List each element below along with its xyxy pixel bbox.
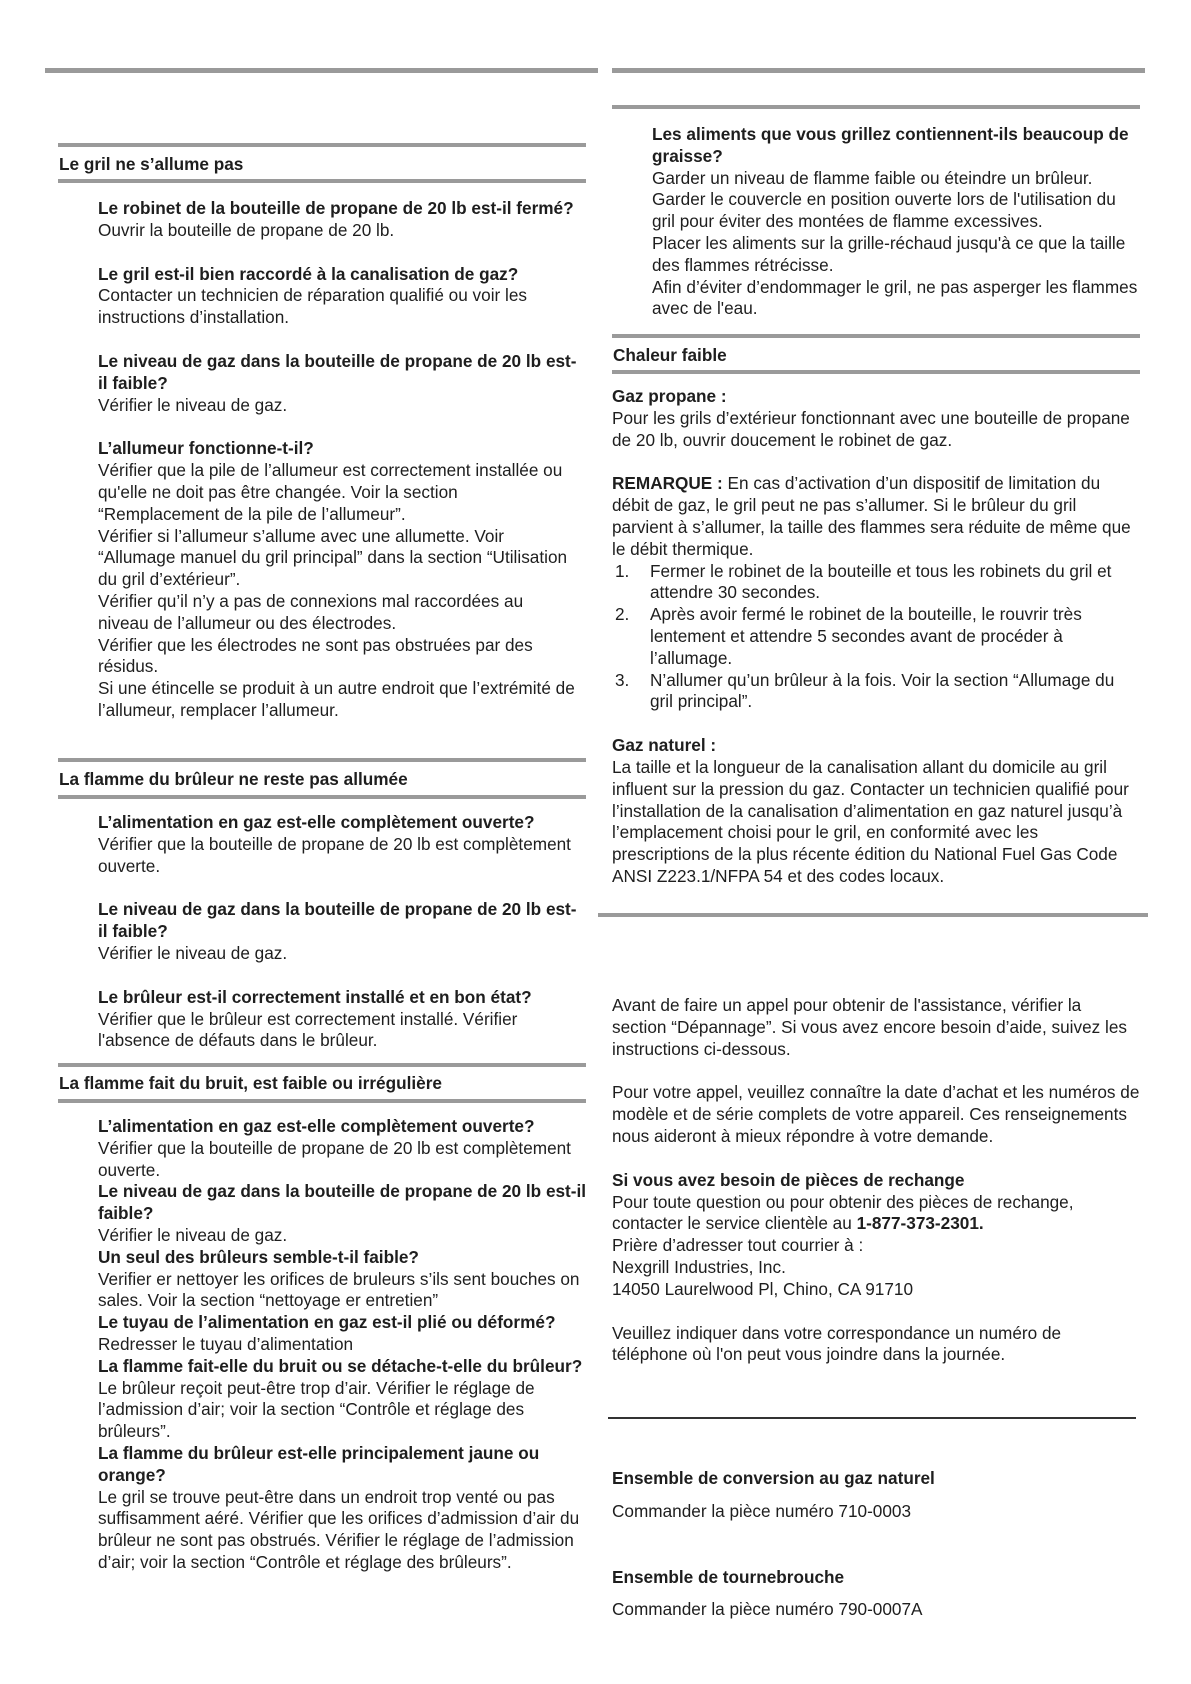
answer: Garder un niveau de flamme faible ou éteindre un brûleur. — [652, 167, 1093, 188]
section-title-flame-out: La flamme du brûleur ne reste pas allumée — [59, 769, 408, 789]
answer: Vérifier que la bouteille de propane de 20 lb est complètement ouverte. — [98, 1137, 571, 1180]
section-rule — [58, 1063, 586, 1067]
top-rule-left — [45, 68, 598, 73]
parts-title: Si vous avez besoin de pièces de rechange — [612, 1169, 965, 1190]
section-rule — [58, 758, 586, 762]
troubleshoot-block-no-ignition — [98, 198, 578, 722]
section-rule — [612, 105, 1140, 109]
question: La flamme du brûleur est-elle principalement jaune ou orange? — [98, 1442, 540, 1485]
question: L’alimentation en gaz est-elle complètement ouverte? — [98, 1116, 535, 1136]
question: Le gril est-il bien raccordé à la canalisation de gaz? — [98, 263, 519, 284]
question: Le tuyau de l’alimentation en gaz est-il plié ou déformé? — [98, 1312, 556, 1333]
answer: Verifier er nettoyer les orifices de bruleurs s’ils sent bouches on sales. Voir la section “nettoyage er entretien” — [98, 1268, 580, 1311]
kit-part-number: Commander la pièce numéro 710-0003 — [612, 1500, 912, 1521]
answer: Placer les aliments sur la grille-réchaud jusqu'à ce que la taille des flammes rétrécisse. — [652, 232, 1126, 275]
assist-paragraph: Avant de faire un appel pour obtenir de l'assistance, vérifier la section “Dépannage”. Si vous avez encore besoin d’aide, suivez les instructions ci-dessous. — [612, 995, 1127, 1059]
step-number: 3. — [615, 669, 630, 690]
answer: Vérifier le niveau de gaz. — [98, 394, 288, 415]
question: Un seul des brûleurs semble-t-il faible? — [98, 1246, 419, 1267]
note-label: REMARQUE : — [612, 473, 723, 494]
company-name: Nexgrill Industries, Inc. — [612, 1256, 786, 1277]
section-title-noisy-flame: La flamme fait du bruit, est faible ou irrégulière — [59, 1073, 442, 1093]
question: Le robinet de la bouteille de propane de 20 lb est-il fermé? — [98, 198, 574, 218]
section-title-low-heat: Chaleur faible — [613, 345, 727, 365]
troubleshoot-block-flame-out — [98, 812, 578, 1052]
steps-list — [612, 561, 1132, 714]
section-rule — [58, 143, 586, 147]
answer: Vérifier que les électrodes ne sont pas obstruées par des résidus. — [98, 634, 533, 677]
parts-paragraph — [612, 1192, 1140, 1236]
answer: Contacter un technicien de réparation qualifié ou voir les instructions d’installation. — [98, 285, 527, 328]
section-rule — [608, 1417, 1136, 1419]
section-rule — [58, 795, 586, 799]
section-rule — [612, 334, 1140, 338]
answer: Redresser le tuyau d’alimentation — [98, 1333, 354, 1354]
section-rule — [58, 1099, 586, 1103]
answer: Si une étincelle se produit à un autre endroit que l’extrémité de l’allumeur, remplacer l’allumeur. — [98, 678, 575, 720]
answer: Le brûleur reçoit peut-être trop d’air. Vérifier le réglage de l’admission d’air; voir la section “Contrôle et réglage des brûleurs”. — [98, 1377, 535, 1442]
list-item — [612, 561, 1132, 605]
company-address: 14050 Laurelwood Pl, Chino, CA 91710 — [612, 1278, 913, 1299]
note-text: En cas d’activation d’un dispositif de limitation du débit de gaz, le gril peut ne pas s’allumer. Si le brûleur du gril parvient à s’allumer, la taille des flammes sera réduite de même que le débit thermique. — [612, 473, 1131, 559]
step-number: 2. — [615, 604, 630, 625]
section-rule — [58, 179, 586, 183]
assistance-content — [612, 995, 1140, 1366]
question: La flamme fait-elle du bruit ou se détache-t-elle du brûleur? — [98, 1355, 583, 1376]
kit-part-number: Commander la pièce numéro 790-0007A — [612, 1599, 923, 1620]
answer: Garder le couvercle en position ouverte lors de l'utilisation du gril pour éviter des montées de flamme excessives. — [652, 189, 1116, 232]
list-item — [612, 604, 1132, 669]
question: L’allumeur fonctionne-t-il? — [98, 438, 314, 459]
troubleshoot-block-grease — [652, 124, 1140, 320]
natural-gas-text: La taille et la longueur de la canalisation allant du domicile au gril influent sur la pression du gaz. Contacter un technicien qualifié pour l’installation de la canalisation d’alimentation en gaz naturel jusqu’à l’emplacement choisi pour le gril, en conformité avec les prescriptions de la plus récente édition du National Fuel Gas Code ANSI Z223.1/NFPA 54 et des codes locaux. — [612, 756, 1129, 886]
natural-gas-label: Gaz naturel : — [612, 735, 717, 756]
mail-intro: Prière d’adresser tout courrier à : — [612, 1235, 864, 1256]
answer: Vérifier si l’allumeur s’allume avec une allumette. Voir “Allumage manuel du gril principal” dans la section “Utilisation du gril d’extérieur”. — [98, 525, 568, 590]
parts-text: Pour toute question ou pour obtenir des pièces de rechange, contacter le service clientèle au — [612, 1191, 1074, 1234]
question: Le niveau de gaz dans la bouteille de propane de 20 lb est-il faible? — [98, 350, 577, 393]
step-text: Fermer le robinet de la bouteille et tous les robinets du gril et attendre 30 secondes. — [650, 560, 1112, 603]
step-text: N’allumer qu’un brûleur à la fois. Voir la section “Allumage du gril principal”. — [650, 669, 1115, 712]
low-heat-content — [612, 386, 1132, 888]
answer: Vérifier le niveau de gaz. — [98, 1224, 288, 1245]
question: Le niveau de gaz dans la bouteille de propane de 20 lb est-il faible? — [98, 899, 577, 942]
answer: Vérifier le niveau de gaz. — [98, 942, 288, 963]
accessories-content — [612, 1468, 1140, 1621]
answer: Vérifier que la bouteille de propane de 20 lb est complètement ouverte. — [98, 833, 571, 876]
question: Le niveau de gaz dans la bouteille de propane de 20 lb est-il faible? — [98, 1181, 587, 1224]
answer: Afin d’éviter d’endommager le gril, ne pas asperger les flammes avec de l'eau. — [652, 276, 1138, 319]
question: L’alimentation en gaz est-elle complètement ouverte? — [98, 812, 535, 832]
question: Le brûleur est-il correctement installé et en bon état? — [98, 986, 532, 1007]
kit-title: Ensemble de conversion au gaz naturel — [612, 1468, 935, 1488]
step-text: Après avoir fermé le robinet de la bouteille, le rouvrir très lentement et attendre 5 secondes avant de procéder à l’allumage. — [650, 604, 1082, 668]
assist-paragraph: Pour votre appel, veuillez connaître la date d’achat et les numéros de modèle et de série complets de votre appareil. Ces renseignements nous aideront à mieux répondre à votre demande. — [612, 1082, 1140, 1146]
step-number: 1. — [615, 560, 630, 581]
assist-paragraph: Veuillez indiquer dans votre correspondance un numéro de téléphone où l'on peut vous joindre dans la journée. — [612, 1322, 1062, 1365]
propane-text: Pour les grils d’extérieur fonctionnant avec une bouteille de propane de 20 lb, ouvrir doucement le robinet de gaz. — [612, 407, 1130, 450]
list-item — [612, 670, 1132, 714]
propane-label: Gaz propane : — [612, 386, 727, 406]
answer: Vérifier que le brûleur est correctement installé. Vérifier l'absence de défauts dans le brûleur. — [98, 1008, 518, 1051]
section-rule — [598, 913, 1148, 917]
question: Les aliments que vous grillez contiennent-ils beaucoup de graisse? — [652, 124, 1129, 166]
phone-number: 1-877-373-2301. — [856, 1213, 984, 1234]
troubleshoot-block-noisy-flame — [98, 1116, 590, 1574]
answer: Ouvrir la bouteille de propane de 20 lb. — [98, 219, 395, 240]
section-rule — [612, 370, 1140, 374]
section-title-no-ignition: Le gril ne s’allume pas — [59, 154, 244, 174]
answer: Le gril se trouve peut-être dans un endroit trop venté ou pas suffisamment aéré. Vérifier que les orifices d’admission d’air du brûleur ne sont pas obstrués. Vérifier le réglage de l’admission d’air; voir la section “Contrôle et réglage des brûleurs”. — [98, 1486, 580, 1572]
answer: Vérifier qu’il n’y a pas de connexions mal raccordées au niveau de l’allumeur ou des électrodes. — [98, 590, 524, 633]
note-paragraph — [612, 473, 1132, 560]
top-rule-right — [612, 68, 1145, 73]
answer: Vérifier que la pile de l’allumeur est correctement installée ou qu'elle ne doit pas être changée. Voir la section “Remplacement de la pile de l’allumeur”. — [98, 460, 563, 524]
kit-title: Ensemble de tournebrouche — [612, 1566, 845, 1587]
